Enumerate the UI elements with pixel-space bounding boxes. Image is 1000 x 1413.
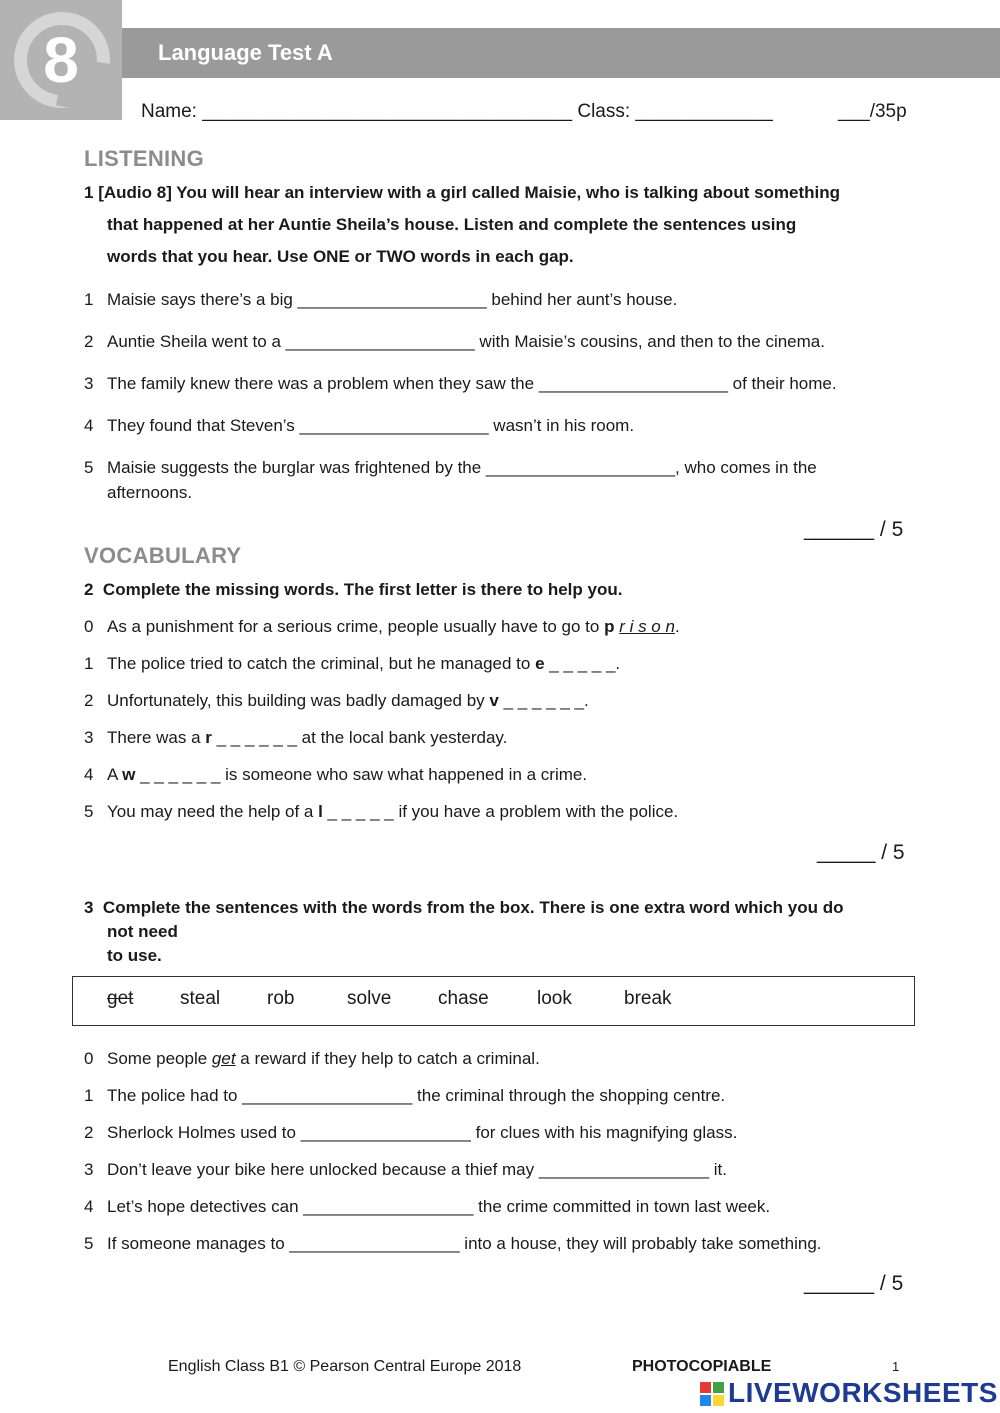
example-answer: get	[211, 1049, 236, 1068]
page-title: Language Test A	[158, 40, 333, 65]
word-box-item: rob	[267, 988, 295, 1009]
liveworksheets-logo-icon	[700, 1382, 724, 1406]
word-box-item: get	[107, 988, 134, 1009]
listening-score: ______ / 5	[804, 518, 904, 541]
exercise3-score: ______ / 5	[804, 1272, 904, 1295]
exercise3-instruction: 3 Complete the sentences with the words from the box. There is one extra word which you do not need to use.	[84, 898, 844, 965]
listening-heading: LISTENING	[84, 146, 205, 171]
vocabulary-heading: VOCABULARY	[84, 543, 242, 568]
instruction-number: 2	[84, 580, 94, 599]
unit-number-badge	[0, 0, 122, 120]
copyright-text: English Class B1 © Pearson Central Europe 2018	[168, 1358, 522, 1375]
photocopiable-label: PHOTOCOPIABLE	[632, 1358, 772, 1375]
title-bar	[122, 28, 1000, 78]
word-box-item: look	[537, 988, 572, 1009]
page-number: 1	[892, 1359, 900, 1374]
word-box-item: solve	[347, 988, 392, 1009]
word-box-item: chase	[438, 988, 489, 1009]
example-answer: r i s o n	[619, 617, 675, 636]
liveworksheets-brand-text: LIVEWORKSHEETS	[728, 1377, 998, 1408]
instruction-number: 3	[84, 898, 94, 917]
total-score: ___/35p	[838, 101, 907, 122]
name-class-line: Name: ___________________________________ Class: _____________	[141, 101, 773, 122]
vocabulary-instruction: 2 Complete the missing words. The first letter is there to help you.	[84, 580, 623, 599]
instruction-number: 1	[84, 183, 94, 202]
listening-instruction: 1 [Audio 8] You will hear an interview with a girl called Maisie, who is talking about something that happened at her Auntie Sheila’s house. Listen and complete the sentences using words that you hear. Use ONE or TWO words in each gap.	[84, 183, 841, 266]
word-box-item: steal	[180, 988, 221, 1009]
word-box-item: break	[624, 988, 672, 1009]
vocabulary-score: _____ / 5	[817, 841, 905, 864]
unit-number: 8	[43, 24, 79, 96]
word-box	[72, 976, 915, 1026]
